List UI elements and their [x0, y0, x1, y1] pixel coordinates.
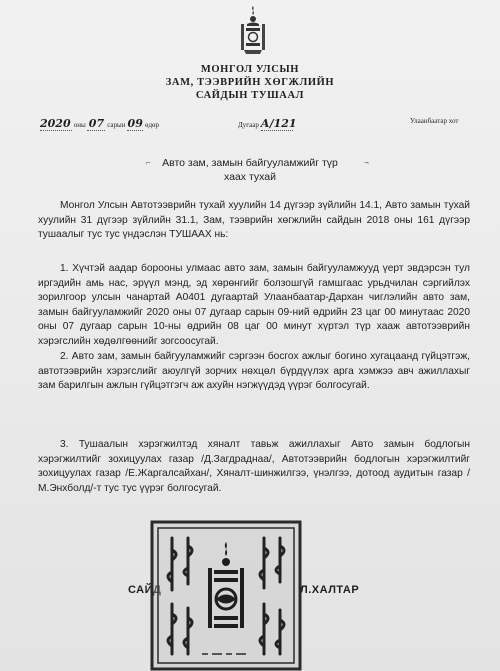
ministry-name-line1: МОНГОЛ УЛСЫН — [200, 64, 300, 75]
preamble-paragraph: Монгол Улсын Автотээврийн тухай хуулийн 14 дүгээр зүйлийн 14.1, Авто замын тухай хуулийн 31 дүгээр зүйлийн 31.1, Зам, тээврийн хөгжлийн сайдын 2018 оны 161 дүгээр тушаалыг тус тус үндэслэн ТУШААХ нь: — [38, 200, 470, 241]
city-label: Улаанбаатар хот — [410, 117, 459, 125]
subject-line2: хаах тухай — [224, 171, 276, 183]
date-day: 09 — [127, 117, 143, 130]
date-field — [40, 117, 159, 131]
decree-number: А/121 — [260, 117, 297, 130]
document-type-title: САЙДЫН ТУШААЛ — [195, 90, 305, 101]
date-year: 2020 — [40, 117, 71, 130]
ministry-name-line2: ЗАМ, ТЭЭВРИЙН ХӨГЖЛИЙН — [165, 77, 335, 88]
date-month: 07 — [88, 117, 105, 130]
decree-number-field — [238, 117, 297, 131]
order-item-2: 2. Авто зам, замын байгууламжийг сэргээн босгох ажлыг богино хугацаанд гүйцэтгэж, автотээврийн хэрэгслийг аюулгүй зорчих нөхцөл бүрдүүлэх арга хэмжээ авч ажиллахыг зам барилгын ажлын гүйцэтгэгч аж ахуйн нэгжүүдэд үүрэг болгосугай. — [38, 351, 470, 392]
subject-line1: Авто зам, замын байгууламжийг түр — [162, 157, 338, 169]
subject-bracket-left: ⌐ — [146, 158, 151, 167]
order-item-1: 1. Хүчтэй аадар борооны улмаас авто зам, замын байгууламжууд үерт эвдэрсэн тул иргэдийн амь нас, эрүүл мэнд, эд хөрөнгийг болзошгүй гамшгаас урьдчилан сэргийлэх зорилгоор улсын чанартай А0401 дугаартай Улаанбаатар-Дархан чиглэлийн авто зам, замын байгууламжийг 2020 оны 07 дугаар сарын 09-ний өдрийн 23 цаг 00 минутаас 2020 оны 07 дугаар сарын 10-ны өдрийн 08 цаг 00 минут хүртэл түр хааж автотээврийн хэрэгслийн хөдөлгөөнийг зогсоосугай. — [38, 263, 470, 347]
date-year-suffix: оны — [73, 121, 86, 129]
order-item-3: 3. Тушаалын хэрэгжилтэд хяналт тавьж ажиллахыг Авто замын бодлогын хэрэгжилтийг зохицуулах газар /Д.Загдраднаа/, Автотээврийн бодлогын хэрэгжилтийг зохицуулах газар /Е.Жаргалсайхан/, Хяналт-шинжилгээ, үнэлгээ, дотоод аудитын газар /М.Энхболд/-т тус тус үүрэг болгосугай. — [38, 439, 470, 494]
subject-bracket-right: ¬ — [364, 158, 369, 167]
soyombo-emblem-icon — [238, 4, 268, 56]
signatory-title: САЙД — [128, 584, 162, 596]
date-month-suffix: сарын — [107, 121, 126, 129]
official-seal-icon — [150, 520, 302, 671]
decree-number-label: Дугаар — [238, 121, 259, 129]
date-day-suffix: өдөр — [144, 121, 160, 129]
signatory-name: Л.ХАЛТАР — [300, 584, 360, 596]
